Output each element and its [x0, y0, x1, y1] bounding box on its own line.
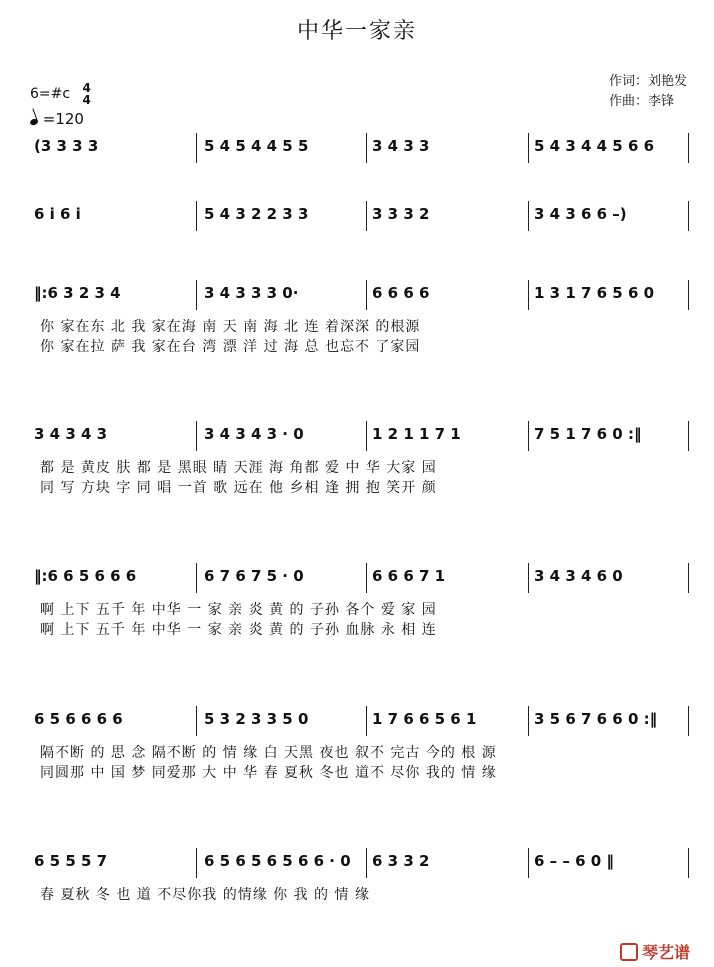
measure: 6 5 6 5 6 5 6 6 · 0	[204, 852, 351, 870]
bar-line	[196, 706, 197, 736]
bar-line	[196, 563, 197, 593]
lyric-line: 你 家在东 北 我 家在海 南 天 南 海 北 连 着深深 的根源	[40, 319, 421, 335]
measure: 3 4 3 6 6 –)	[534, 205, 627, 223]
bar-line	[528, 133, 529, 163]
measure: ‖:6 3 2 3 4	[34, 284, 121, 302]
key-signature	[30, 82, 91, 106]
bar-line	[366, 280, 367, 310]
bar-line	[528, 421, 529, 451]
quarter-note-icon	[29, 118, 39, 126]
measure: 1 2 1 1 7 1	[372, 425, 461, 443]
measure: 6 6 6 6	[372, 284, 430, 302]
measure: 5 4 3 2 2 3 3	[204, 205, 309, 223]
bar-line	[688, 421, 689, 451]
tempo-marking	[30, 110, 84, 128]
bar-line	[366, 133, 367, 163]
bar-line	[196, 848, 197, 878]
lyric-line: 都 是 黄皮 肤 都 是 黑眼 睛 天涯 海 角都 爱 中 华 大家 园	[40, 460, 437, 476]
key: 6=#c	[30, 86, 71, 102]
measure: 3 5 6 7 6 6 0 :‖	[534, 710, 658, 728]
bar-line	[528, 706, 529, 736]
bar-line	[688, 706, 689, 736]
composer: 作曲：李锋	[609, 94, 675, 109]
bar-line	[688, 280, 689, 310]
bar-line	[196, 421, 197, 451]
measure: 3 4 3 4 3	[34, 425, 108, 443]
lyric-line: 你 家在拉 萨 我 家在台 湾 漂 洋 过 海 总 也忘不 了家园	[40, 339, 421, 355]
bar-line	[366, 848, 367, 878]
measure: 6 3 3 2	[372, 852, 430, 870]
tempo-value: =120	[42, 110, 84, 128]
measure: 6 7 6 7 5 · 0	[204, 567, 304, 585]
bar-line	[528, 280, 529, 310]
bar-line	[366, 201, 367, 231]
lyric-line: 同 写 方块 字 同 唱 一首 歌 远在 他 乡相 逢 拥 抱 笑开 颜	[40, 480, 437, 496]
bar-line	[688, 133, 689, 163]
bar-line	[688, 848, 689, 878]
bar-line	[196, 280, 197, 310]
lyric-line: 同圆那 中 国 梦 同爱那 大 中 华 春 夏秋 冬也 道不 尽你 我的 情 缘	[40, 765, 497, 781]
measure: 6 – – 6 0 ‖	[534, 852, 614, 870]
measure: 3 4 3 3 3 0·	[204, 284, 299, 302]
measure: 3 3 3 2	[372, 205, 430, 223]
measure: ‖:6 6 5 6 6 6	[34, 567, 137, 585]
lyric-line: 啊 上下 五千 年 中华 一 家 亲 炎 黄 的 子孙 各个 爱 家 园	[40, 602, 437, 618]
credits	[609, 72, 687, 112]
measure: 6 5 6 6 6 6	[34, 710, 123, 728]
measure: (3 3 3 3	[34, 137, 99, 155]
logo-icon	[620, 943, 638, 961]
measure: 5 3 2 3 3 5 0	[204, 710, 309, 728]
bar-line	[528, 848, 529, 878]
bar-line	[366, 706, 367, 736]
measure: 5 4 5 4 4 5 5	[204, 137, 309, 155]
measure: 7 5 1 7 6 0 :‖	[534, 425, 642, 443]
lyricist: 作词：刘艳发	[609, 74, 688, 89]
time-signature: 4 4	[82, 81, 91, 107]
page-title: 中华一家亲	[296, 19, 417, 44]
measure: 6 5 5 5 7	[34, 852, 108, 870]
measure: 6 6 6 7 1	[372, 567, 446, 585]
lyric-line: 啊 上下 五千 年 中华 一 家 亲 炎 黄 的 子孙 血脉 永 相 连	[40, 622, 437, 638]
measure: 3 4 3 4 6 0	[534, 567, 623, 585]
lyric-line: 春 夏秋 冬 也 道 不尽你我 的情缘 你 我 的 情 缘	[40, 887, 370, 903]
bar-line	[366, 421, 367, 451]
measure: 1 3 1 7 6 5 6 0	[534, 284, 655, 302]
bar-line	[196, 133, 197, 163]
measure: 6 i 6 i	[34, 205, 81, 223]
bar-line	[688, 563, 689, 593]
bar-line	[528, 563, 529, 593]
bar-line	[366, 563, 367, 593]
lyric-line: 隔不断 的 思 念 隔不断 的 情 缘 白 天黑 夜也 叙不 完古 今的 根 源	[40, 745, 497, 761]
measure: 1 7 6 6 5 6 1	[372, 710, 477, 728]
measure: 3 4 3 4 3 · 0	[204, 425, 304, 443]
bar-line	[196, 201, 197, 231]
measure: 5 4 3 4 4 5 6 6	[534, 137, 655, 155]
logo: 琴艺谱	[620, 940, 690, 963]
bar-line	[688, 201, 689, 231]
bar-line	[528, 201, 529, 231]
measure: 3 4 3 3	[372, 137, 430, 155]
